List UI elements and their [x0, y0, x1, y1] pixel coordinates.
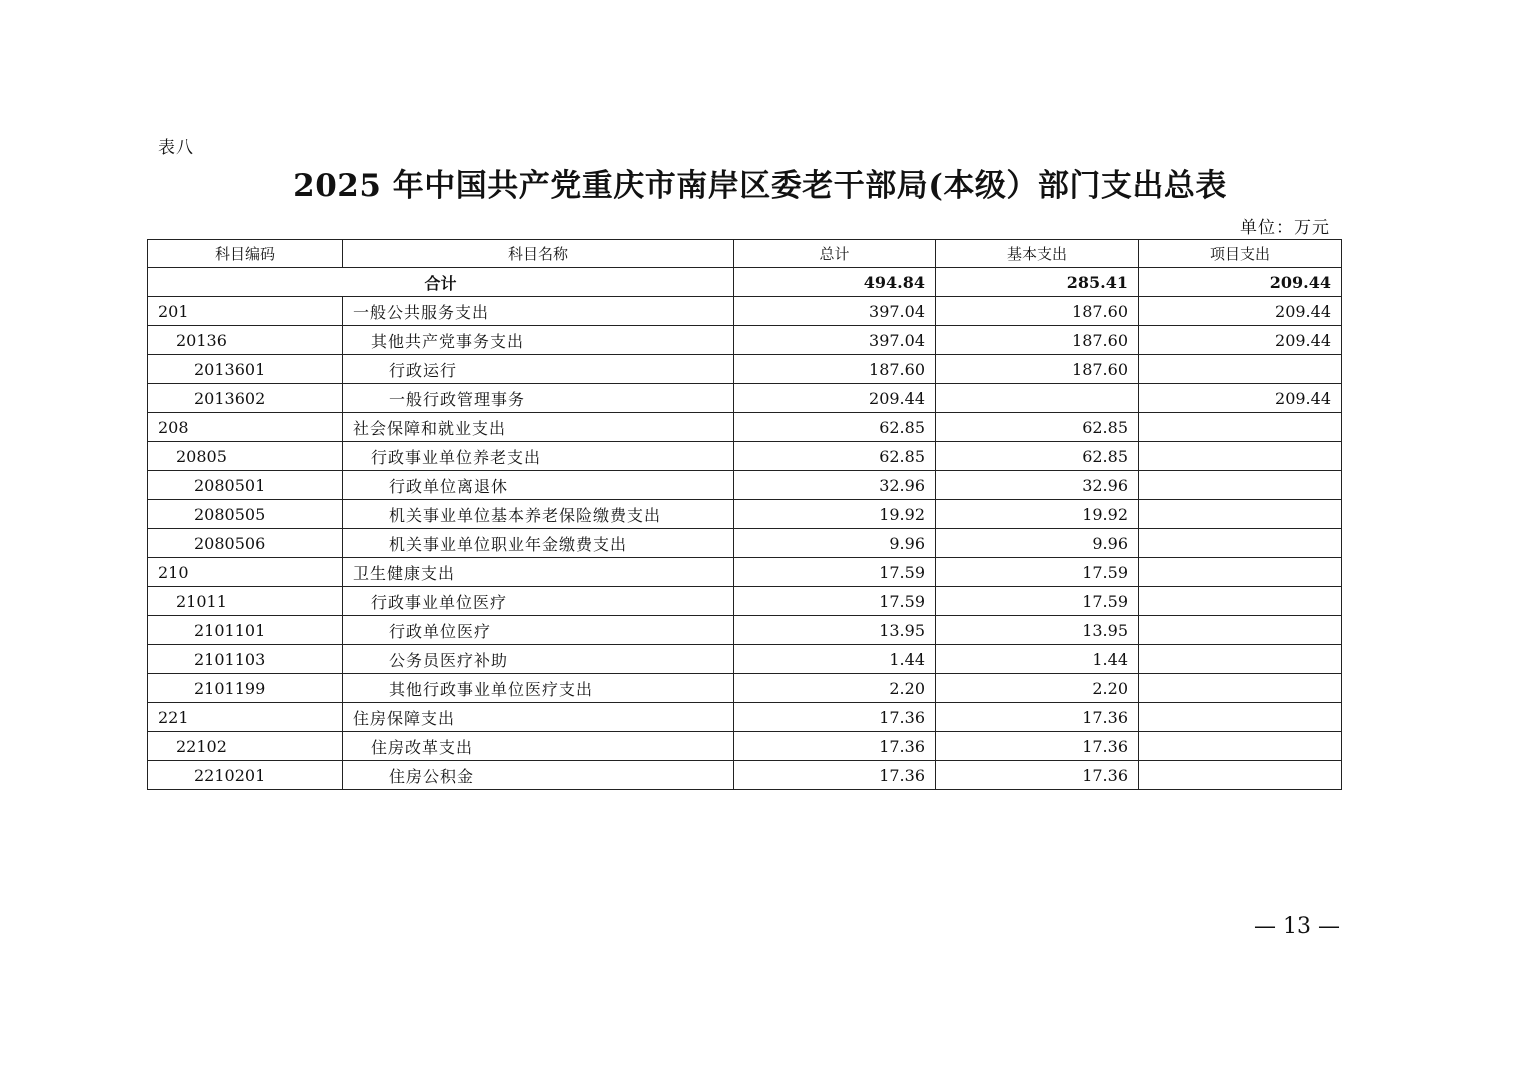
table-row: [148, 442, 1342, 471]
name-cell: 行政事业单位养老支出: [343, 442, 734, 471]
basic-cell: 1.44: [936, 645, 1139, 674]
code-cell: 2101101: [148, 616, 343, 645]
table-row: [148, 297, 1342, 326]
project-cell: [1139, 703, 1342, 732]
expenditure-table: [147, 239, 1342, 790]
total-cell: 17.36: [734, 732, 936, 761]
name-cell: 公务员医疗补助: [343, 645, 734, 674]
name-cell: 一般公共服务支出: [343, 297, 734, 326]
table-body: [148, 268, 1342, 790]
basic-cell: 17.59: [936, 587, 1139, 616]
table-row: [148, 674, 1342, 703]
code-cell: 2013602: [148, 384, 343, 413]
name-cell: 机关事业单位职业年金缴费支出: [343, 529, 734, 558]
name-cell: 一般行政管理事务: [343, 384, 734, 413]
total-cell: 17.36: [734, 761, 936, 790]
table-label: 表八: [158, 138, 194, 158]
table-row: [148, 326, 1342, 355]
basic-cell: 62.85: [936, 442, 1139, 471]
total-cell: 13.95: [734, 616, 936, 645]
name-cell: 住房保障支出: [343, 703, 734, 732]
total-cell: 62.85: [734, 442, 936, 471]
table-header-row: [148, 240, 1342, 268]
code-cell: 2080506: [148, 529, 343, 558]
basic-cell: 62.85: [936, 413, 1139, 442]
project-cell: [1139, 761, 1342, 790]
project-cell: [1139, 471, 1342, 500]
project-cell: 209.44: [1139, 297, 1342, 326]
total-cell: 1.44: [734, 645, 936, 674]
total-cell: 187.60: [734, 355, 936, 384]
column-header-code: 科目编码: [148, 240, 343, 268]
name-cell: 其他共产党事务支出: [343, 326, 734, 355]
code-cell: 21011: [148, 587, 343, 616]
table-row: [148, 616, 1342, 645]
table-row: [148, 355, 1342, 384]
code-cell: 2080501: [148, 471, 343, 500]
total-label: 合计: [148, 268, 734, 297]
code-cell: 20136: [148, 326, 343, 355]
total-row: [148, 268, 1342, 297]
column-header-project: 项目支出: [1139, 240, 1342, 268]
total-cell: 397.04: [734, 297, 936, 326]
table-row: [148, 732, 1342, 761]
total-cell: 62.85: [734, 413, 936, 442]
basic-cell: 9.96: [936, 529, 1139, 558]
total-basic-cell: 285.41: [936, 268, 1139, 297]
name-cell: 社会保障和就业支出: [343, 413, 734, 442]
basic-cell: 17.36: [936, 703, 1139, 732]
project-cell: [1139, 529, 1342, 558]
name-cell: 其他行政事业单位医疗支出: [343, 674, 734, 703]
name-cell: 行政运行: [343, 355, 734, 384]
basic-cell: 17.36: [936, 732, 1139, 761]
project-cell: 209.44: [1139, 326, 1342, 355]
table-row: [148, 703, 1342, 732]
project-cell: [1139, 442, 1342, 471]
total-cell: 19.92: [734, 500, 936, 529]
total-cell: 32.96: [734, 471, 936, 500]
column-header-total: 总计: [734, 240, 936, 268]
column-header-basic: 基本支出: [936, 240, 1139, 268]
code-cell: 221: [148, 703, 343, 732]
total-project-cell: 209.44: [1139, 268, 1342, 297]
project-cell: [1139, 413, 1342, 442]
project-cell: [1139, 558, 1342, 587]
page-number: — 13 —: [1254, 914, 1340, 939]
code-cell: 201: [148, 297, 343, 326]
total-cell: 17.59: [734, 587, 936, 616]
code-cell: 20805: [148, 442, 343, 471]
basic-cell: 17.59: [936, 558, 1139, 587]
table-row: [148, 384, 1342, 413]
name-cell: 行政事业单位医疗: [343, 587, 734, 616]
total-cell: 209.44: [734, 384, 936, 413]
basic-cell: 32.96: [936, 471, 1139, 500]
total-cell: 9.96: [734, 529, 936, 558]
project-cell: [1139, 355, 1342, 384]
table-row: [148, 761, 1342, 790]
basic-cell: [936, 384, 1139, 413]
basic-cell: 187.60: [936, 355, 1139, 384]
basic-cell: 187.60: [936, 297, 1139, 326]
basic-cell: 187.60: [936, 326, 1139, 355]
code-cell: 22102: [148, 732, 343, 761]
total-sum-cell: 494.84: [734, 268, 936, 297]
project-cell: [1139, 616, 1342, 645]
basic-cell: 2.20: [936, 674, 1139, 703]
name-cell: 机关事业单位基本养老保险缴费支出: [343, 500, 734, 529]
total-cell: 17.36: [734, 703, 936, 732]
column-header-name: 科目名称: [343, 240, 734, 268]
project-cell: [1139, 587, 1342, 616]
total-cell: 17.59: [734, 558, 936, 587]
name-cell: 卫生健康支出: [343, 558, 734, 587]
project-cell: [1139, 500, 1342, 529]
code-cell: 2210201: [148, 761, 343, 790]
code-cell: 2101199: [148, 674, 343, 703]
table-row: [148, 413, 1342, 442]
name-cell: 住房公积金: [343, 761, 734, 790]
table-row: [148, 500, 1342, 529]
table-row: [148, 529, 1342, 558]
table-row: [148, 645, 1342, 674]
table-row: [148, 558, 1342, 587]
basic-cell: 19.92: [936, 500, 1139, 529]
project-cell: [1139, 645, 1342, 674]
code-cell: 208: [148, 413, 343, 442]
name-cell: 行政单位医疗: [343, 616, 734, 645]
project-cell: [1139, 674, 1342, 703]
table-row: [148, 471, 1342, 500]
basic-cell: 17.36: [936, 761, 1139, 790]
total-cell: 2.20: [734, 674, 936, 703]
table-row: [148, 587, 1342, 616]
name-cell: 行政单位离退休: [343, 471, 734, 500]
code-cell: 210: [148, 558, 343, 587]
code-cell: 2080505: [148, 500, 343, 529]
basic-cell: 13.95: [936, 616, 1139, 645]
name-cell: 住房改革支出: [343, 732, 734, 761]
project-cell: 209.44: [1139, 384, 1342, 413]
total-cell: 397.04: [734, 326, 936, 355]
code-cell: 2101103: [148, 645, 343, 674]
project-cell: [1139, 732, 1342, 761]
code-cell: 2013601: [148, 355, 343, 384]
unit-label: 单位：万元: [1240, 218, 1330, 238]
document-title: 2025 年中国共产党重庆市南岸区委老干部局(本级）部门支出总表: [293, 168, 1227, 204]
